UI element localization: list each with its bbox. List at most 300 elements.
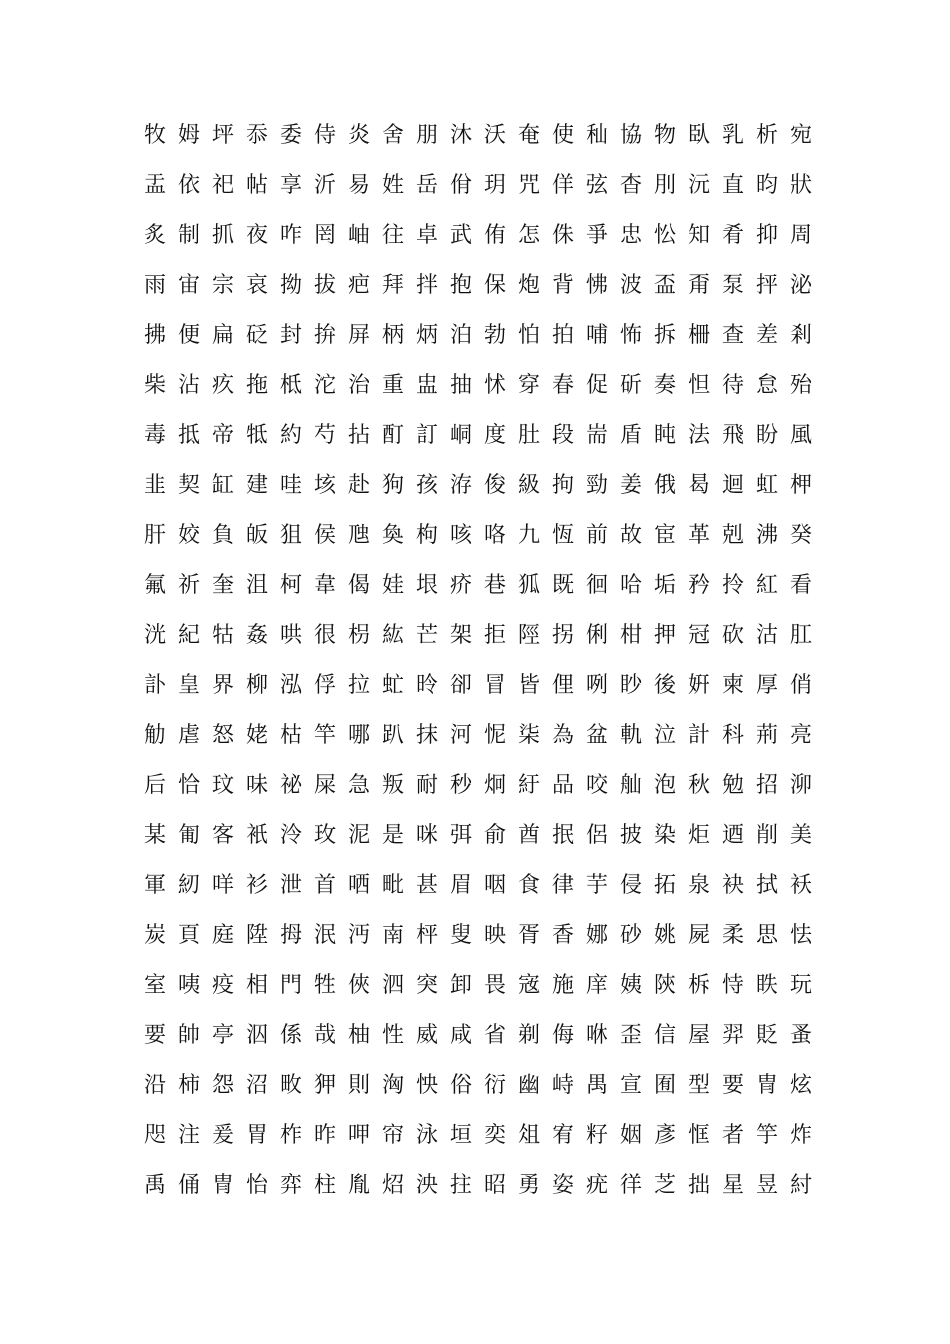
character-cell: 昱 [755, 1173, 778, 1198]
character-cell: 招 [755, 773, 778, 798]
character-cell: 使 [551, 123, 574, 148]
character-cell: 厚 [755, 673, 778, 698]
character-cell: 泄 [279, 873, 302, 898]
character-cell: 俊 [483, 473, 506, 498]
character-cell: 軌 [619, 723, 642, 748]
character-cell: 制 [177, 223, 200, 248]
character-cell: 罔 [313, 223, 336, 248]
character-cell: 柑 [619, 623, 642, 648]
character-cell: 眇 [619, 673, 642, 698]
character-cell: 泉 [687, 873, 710, 898]
character-cell: 拐 [551, 623, 574, 648]
character-cell: 侵 [619, 873, 642, 898]
character-cell: 炭 [143, 923, 166, 948]
character-cell: 為 [551, 723, 574, 748]
character-cell: 易 [347, 173, 370, 198]
character-cell: 咯 [483, 523, 506, 548]
character-cell: 洶 [381, 1073, 404, 1098]
character-cell: 染 [653, 823, 676, 848]
character-cell: 肴 [721, 223, 744, 248]
character-cell: 急 [347, 773, 370, 798]
character-cell: 拂 [143, 323, 166, 348]
character-cell: 享 [279, 173, 302, 198]
character-cell: 斫 [619, 373, 642, 398]
character-cell: 沮 [245, 573, 268, 598]
character-cell: 冒 [483, 673, 506, 698]
character-row [138, 511, 818, 561]
character-cell: 紀 [177, 623, 200, 648]
character-cell: 陘 [517, 623, 540, 648]
character-cell: 盃 [653, 273, 676, 298]
character-cell: 芝 [653, 1173, 676, 1198]
character-cell: 抿 [551, 823, 574, 848]
character-cell: 拙 [687, 1173, 710, 1198]
character-cell: 枰 [415, 923, 438, 948]
character-cell: 哂 [347, 873, 370, 898]
character-cell: 狗 [381, 473, 404, 498]
character-cell: 冠 [687, 623, 710, 648]
character-cell: 袄 [789, 873, 812, 898]
character-cell: 泳 [415, 1123, 438, 1148]
character-cell: 宛 [789, 123, 812, 148]
character-cell: 抵 [177, 423, 200, 448]
character-cell: 牴 [245, 423, 268, 448]
character-cell: 紂 [789, 1173, 812, 1198]
character-row [138, 861, 818, 911]
character-cell: 狐 [517, 573, 540, 598]
character-cell: 革 [687, 523, 710, 548]
character-cell: 炎 [347, 123, 370, 148]
character-cell: 卓 [415, 223, 438, 248]
character-cell: 貶 [755, 1023, 778, 1048]
character-cell: 泣 [653, 723, 676, 748]
character-cell: 宥 [551, 1123, 574, 1148]
character-cell: 衍 [483, 1073, 506, 1098]
character-cell: 怎 [517, 223, 540, 248]
character-cell: 咸 [449, 1023, 472, 1048]
character-cell: 周 [789, 223, 812, 248]
character-cell: 後 [653, 673, 676, 698]
character-row [138, 1061, 818, 1111]
character-cell: 宗 [211, 273, 234, 298]
character-cell: 庭 [211, 923, 234, 948]
character-cell: 垢 [653, 573, 676, 598]
character-cell: 玩 [789, 973, 812, 998]
character-cell: 卸 [449, 973, 472, 998]
character-cell: 矜 [687, 573, 710, 598]
character-cell: 冑 [211, 1173, 234, 1198]
character-row [138, 711, 818, 761]
character-cell: 咽 [483, 873, 506, 898]
character-cell: 俄 [653, 473, 676, 498]
character-cell: 沐 [449, 123, 472, 148]
character-cell: 泓 [279, 673, 302, 698]
character-cell: 炳 [415, 323, 438, 348]
character-cell: 哉 [313, 1023, 336, 1048]
character-cell: 九 [517, 523, 540, 548]
character-cell: 叟 [449, 923, 472, 948]
character-cell: 級 [517, 473, 540, 498]
character-cell: 宦 [653, 523, 676, 548]
character-cell: 知 [687, 223, 710, 248]
character-cell: 荊 [755, 723, 778, 748]
character-cell: 宼 [517, 973, 540, 998]
character-cell: 坪 [211, 123, 234, 148]
character-cell: 勃 [483, 323, 506, 348]
character-cell: 曷 [687, 473, 710, 498]
character-cell: 眣 [755, 973, 778, 998]
character-cell: 星 [721, 1173, 744, 1198]
character-cell: 姣 [177, 523, 200, 548]
character-cell: 要 [143, 1023, 166, 1048]
character-cell: 待 [721, 373, 744, 398]
character-cell: 則 [347, 1073, 370, 1098]
character-cell: 姦 [245, 623, 268, 648]
character-cell: 牯 [211, 623, 234, 648]
character-cell: 呷 [347, 1123, 370, 1148]
character-row [138, 561, 818, 611]
character-cell: 抓 [211, 223, 234, 248]
character-cell: 泡 [653, 773, 676, 798]
character-cell: 秈 [585, 123, 608, 148]
character-cell: 查 [721, 323, 744, 348]
character-cell: 施 [551, 973, 574, 998]
character-cell: 胃 [245, 1123, 268, 1148]
character-cell: 泊 [449, 323, 472, 348]
character-cell: 風 [789, 423, 812, 448]
character-cell: 委 [279, 123, 302, 148]
character-cell: 省 [483, 1023, 506, 1048]
character-cell: 芋 [585, 873, 608, 898]
character-cell: 拌 [415, 273, 438, 298]
character-cell: 肚 [517, 423, 540, 448]
character-cell: 穿 [517, 373, 540, 398]
character-cell: 析 [755, 123, 778, 148]
character-cell: 垓 [313, 473, 336, 498]
character-cell: 怡 [245, 1173, 268, 1198]
character-cell: 怠 [755, 373, 778, 398]
character-cell: 宙 [177, 273, 200, 298]
character-row [138, 1111, 818, 1161]
character-cell: 河 [449, 723, 472, 748]
character-cell: 疥 [449, 573, 472, 598]
character-cell: 訂 [415, 423, 438, 448]
character-cell: 拄 [449, 1173, 472, 1198]
character-cell: 袂 [721, 873, 744, 898]
character-cell: 侏 [551, 223, 574, 248]
character-cell: 佯 [551, 173, 574, 198]
character-cell: 怛 [687, 373, 710, 398]
character-cell: 屍 [687, 923, 710, 948]
character-cell: 牲 [313, 973, 336, 998]
character-cell: 陝 [653, 973, 676, 998]
character-cell: 沼 [245, 1073, 268, 1098]
character-cell: 玟 [211, 773, 234, 798]
character-cell: 相 [245, 973, 268, 998]
character-cell: 段 [551, 423, 574, 448]
character-cell: 品 [551, 773, 574, 798]
character-cell: 拎 [721, 573, 744, 598]
character-cell: 垣 [449, 1123, 472, 1148]
character-cell: 徉 [619, 1173, 642, 1198]
character-cell: 沂 [313, 173, 336, 198]
character-cell: 封 [279, 323, 302, 348]
character-cell: 庠 [585, 973, 608, 998]
character-cell: 冑 [755, 1073, 778, 1098]
character-cell: 胥 [517, 923, 540, 948]
character-cell: 型 [687, 1073, 710, 1098]
character-cell: 砭 [245, 323, 268, 348]
character-cell: 要 [721, 1073, 744, 1098]
character-cell: 炯 [483, 773, 506, 798]
character-cell: 係 [279, 1023, 302, 1048]
character-cell: 宣 [619, 1073, 642, 1098]
character-cell: 玫 [313, 823, 336, 848]
character-row [138, 811, 818, 861]
character-cell: 赴 [347, 473, 370, 498]
character-cell: 哀 [245, 273, 268, 298]
character-cell: 巷 [483, 573, 506, 598]
character-cell: 奎 [211, 573, 234, 598]
character-cell: 氟 [143, 573, 166, 598]
character-cell: 拖 [245, 373, 268, 398]
character-row [138, 411, 818, 461]
character-cell: 泯 [313, 923, 336, 948]
character-cell: 泥 [347, 823, 370, 848]
character-cell: 恇 [687, 1123, 710, 1148]
character-cell: 拓 [653, 873, 676, 898]
character-cell: 徊 [585, 573, 608, 598]
character-cell: 沾 [177, 373, 200, 398]
character-cell: 保 [483, 273, 506, 298]
character-cell: 囿 [653, 1073, 676, 1098]
character-row [138, 111, 818, 161]
character-cell: 亭 [211, 1023, 234, 1048]
character-cell: 看 [789, 573, 812, 598]
character-cell: 胤 [347, 1173, 370, 1198]
character-cell: 姿 [551, 1173, 574, 1198]
character-cell: 耑 [585, 423, 608, 448]
character-cell: 侯 [313, 523, 336, 548]
character-cell: 抑 [755, 223, 778, 248]
character-cell: 迺 [721, 823, 744, 848]
character-cell: 迴 [721, 473, 744, 498]
character-cell: 咋 [279, 223, 302, 248]
character-cell: 叛 [381, 773, 404, 798]
character-cell: 炸 [789, 1123, 812, 1148]
character-cell: 俏 [789, 673, 812, 698]
character-cell: 皇 [177, 673, 200, 698]
character-cell: 忪 [653, 223, 676, 248]
character-cell: 咩 [211, 873, 234, 898]
character-cell: 韭 [143, 473, 166, 498]
character-cell: 肝 [143, 523, 166, 548]
character-cell: 沅 [687, 173, 710, 198]
character-cell: 怕 [517, 323, 540, 348]
character-cell: 夜 [245, 223, 268, 248]
character-cell: 杳 [619, 173, 642, 198]
character-cell: 抨 [755, 273, 778, 298]
character-cell: 便 [177, 323, 200, 348]
character-cell: 竽 [755, 1123, 778, 1148]
character-cell: 秋 [687, 773, 710, 798]
character-cell: 差 [755, 323, 778, 348]
character-cell: 殆 [789, 373, 812, 398]
character-cell: 雨 [143, 273, 166, 298]
character-cell: 盹 [653, 423, 676, 448]
character-cell: 癸 [789, 523, 812, 548]
character-cell: 畏 [483, 973, 506, 998]
character-row [138, 211, 818, 261]
character-cell: 爰 [211, 1123, 234, 1148]
character-cell: 背 [551, 273, 574, 298]
character-cell: 室 [143, 973, 166, 998]
character-cell: 柬 [721, 673, 744, 698]
character-cell: 虺 [347, 523, 370, 548]
character-cell: 拭 [755, 873, 778, 898]
character-cell: 帖 [245, 173, 268, 198]
character-cell: 柢 [279, 373, 302, 398]
character-cell: 毒 [143, 423, 166, 448]
character-cell: 歪 [619, 1023, 642, 1048]
character-cell: 怵 [483, 373, 506, 398]
character-row [138, 1161, 818, 1211]
character-cell: 押 [653, 623, 676, 648]
character-cell: 盼 [755, 423, 778, 448]
character-row [138, 261, 818, 311]
character-cell: 屎 [313, 773, 336, 798]
character-row [138, 961, 818, 1011]
character-cell: 剎 [789, 323, 812, 348]
character-cell: 俠 [347, 973, 370, 998]
character-cell: 勉 [721, 773, 744, 798]
character-cell: 禹 [143, 1173, 166, 1198]
character-cell: 沽 [755, 623, 778, 648]
character-cell: 祀 [211, 173, 234, 198]
character-cell: 岫 [347, 223, 370, 248]
character-cell: 促 [585, 373, 608, 398]
character-cell: 炮 [517, 273, 540, 298]
character-cell: 抹 [415, 723, 438, 748]
character-cell: 垠 [415, 573, 438, 598]
character-cell: 秒 [449, 773, 472, 798]
character-cell: 泌 [789, 273, 812, 298]
character-cell: 頁 [177, 923, 200, 948]
character-cell: 者 [721, 1123, 744, 1148]
character-cell: 是 [381, 823, 404, 848]
character-cell: 拇 [279, 923, 302, 948]
character-cell: 屋 [687, 1023, 710, 1048]
character-cell: 柔 [721, 923, 744, 948]
character-cell: 怏 [415, 1073, 438, 1098]
character-cell: 柱 [313, 1173, 336, 1198]
character-cell: 柝 [687, 973, 710, 998]
character-cell: 怒 [211, 723, 234, 748]
character-cell: 軍 [143, 873, 166, 898]
character-cell: 籽 [585, 1123, 608, 1148]
character-cell: 依 [177, 173, 200, 198]
character-cell: 姜 [619, 473, 642, 498]
character-cell: 治 [347, 373, 370, 398]
character-cell: 俐 [585, 623, 608, 648]
character-cell: 負 [211, 523, 234, 548]
character-cell: 亮 [789, 723, 812, 748]
character-cell: 后 [143, 773, 166, 798]
character-cell: 缸 [211, 473, 234, 498]
character-cell: 首 [313, 873, 336, 898]
character-cell: 香 [551, 923, 574, 948]
character-cell: 衫 [245, 873, 268, 898]
character-cell: 姸 [687, 673, 710, 698]
character-cell: 狙 [279, 523, 302, 548]
character-cell: 突 [415, 973, 438, 998]
character-cell: 孩 [415, 473, 438, 498]
character-cell: 怨 [211, 1073, 234, 1098]
character-cell: 俘 [313, 673, 336, 698]
character-cell: 帝 [211, 423, 234, 448]
character-cell: 怩 [483, 723, 506, 748]
character-cell: 架 [449, 623, 472, 648]
character-cell: 怫 [585, 273, 608, 298]
character-cell: 玥 [483, 173, 506, 198]
character-cell: 砂 [619, 923, 642, 948]
character-cell: 祕 [279, 773, 302, 798]
character-cell: 弦 [585, 173, 608, 198]
character-cell: 往 [381, 223, 404, 248]
character-cell: 約 [279, 423, 302, 448]
character-cell: 故 [619, 523, 642, 548]
character-cell: 姓 [381, 173, 404, 198]
character-cell: 直 [721, 173, 744, 198]
character-cell: 姻 [619, 1123, 642, 1148]
character-cell: 柚 [347, 1023, 370, 1048]
character-cell: 飛 [721, 423, 744, 448]
character-cell: 佾 [449, 173, 472, 198]
character-cell: 砍 [721, 623, 744, 648]
character-cell: 乳 [721, 123, 744, 148]
character-cell: 削 [755, 823, 778, 848]
character-cell: 南 [381, 923, 404, 948]
character-cell: 彥 [653, 1123, 676, 1148]
character-cell: 披 [619, 823, 642, 848]
character-cell: 很 [313, 623, 336, 648]
character-cell: 咦 [177, 973, 200, 998]
character-cell: 肛 [789, 623, 812, 648]
character-cell: 毗 [381, 873, 404, 898]
character-row [138, 611, 818, 661]
character-cell: 恰 [177, 773, 200, 798]
character-cell: 奐 [381, 523, 404, 548]
character-cell: 重 [381, 373, 404, 398]
character-row [138, 161, 818, 211]
character-row [138, 661, 818, 711]
character-cell: 侑 [483, 223, 506, 248]
character-cell: 炙 [143, 223, 166, 248]
character-cell: 美 [789, 823, 812, 848]
character-cell: 弈 [279, 1173, 302, 1198]
character-cell: 拔 [313, 273, 336, 298]
character-cell: 紆 [517, 773, 540, 798]
character-cell: 拒 [483, 623, 506, 648]
character-cell: 柞 [279, 1123, 302, 1148]
character-cell: 枴 [347, 623, 370, 648]
character-cell: 沔 [347, 923, 370, 948]
character-cell: 侶 [585, 823, 608, 848]
character-cell: 侍 [313, 123, 336, 148]
character-cell: 契 [177, 473, 200, 498]
character-cell: 春 [551, 373, 574, 398]
character-cell: 泵 [721, 273, 744, 298]
